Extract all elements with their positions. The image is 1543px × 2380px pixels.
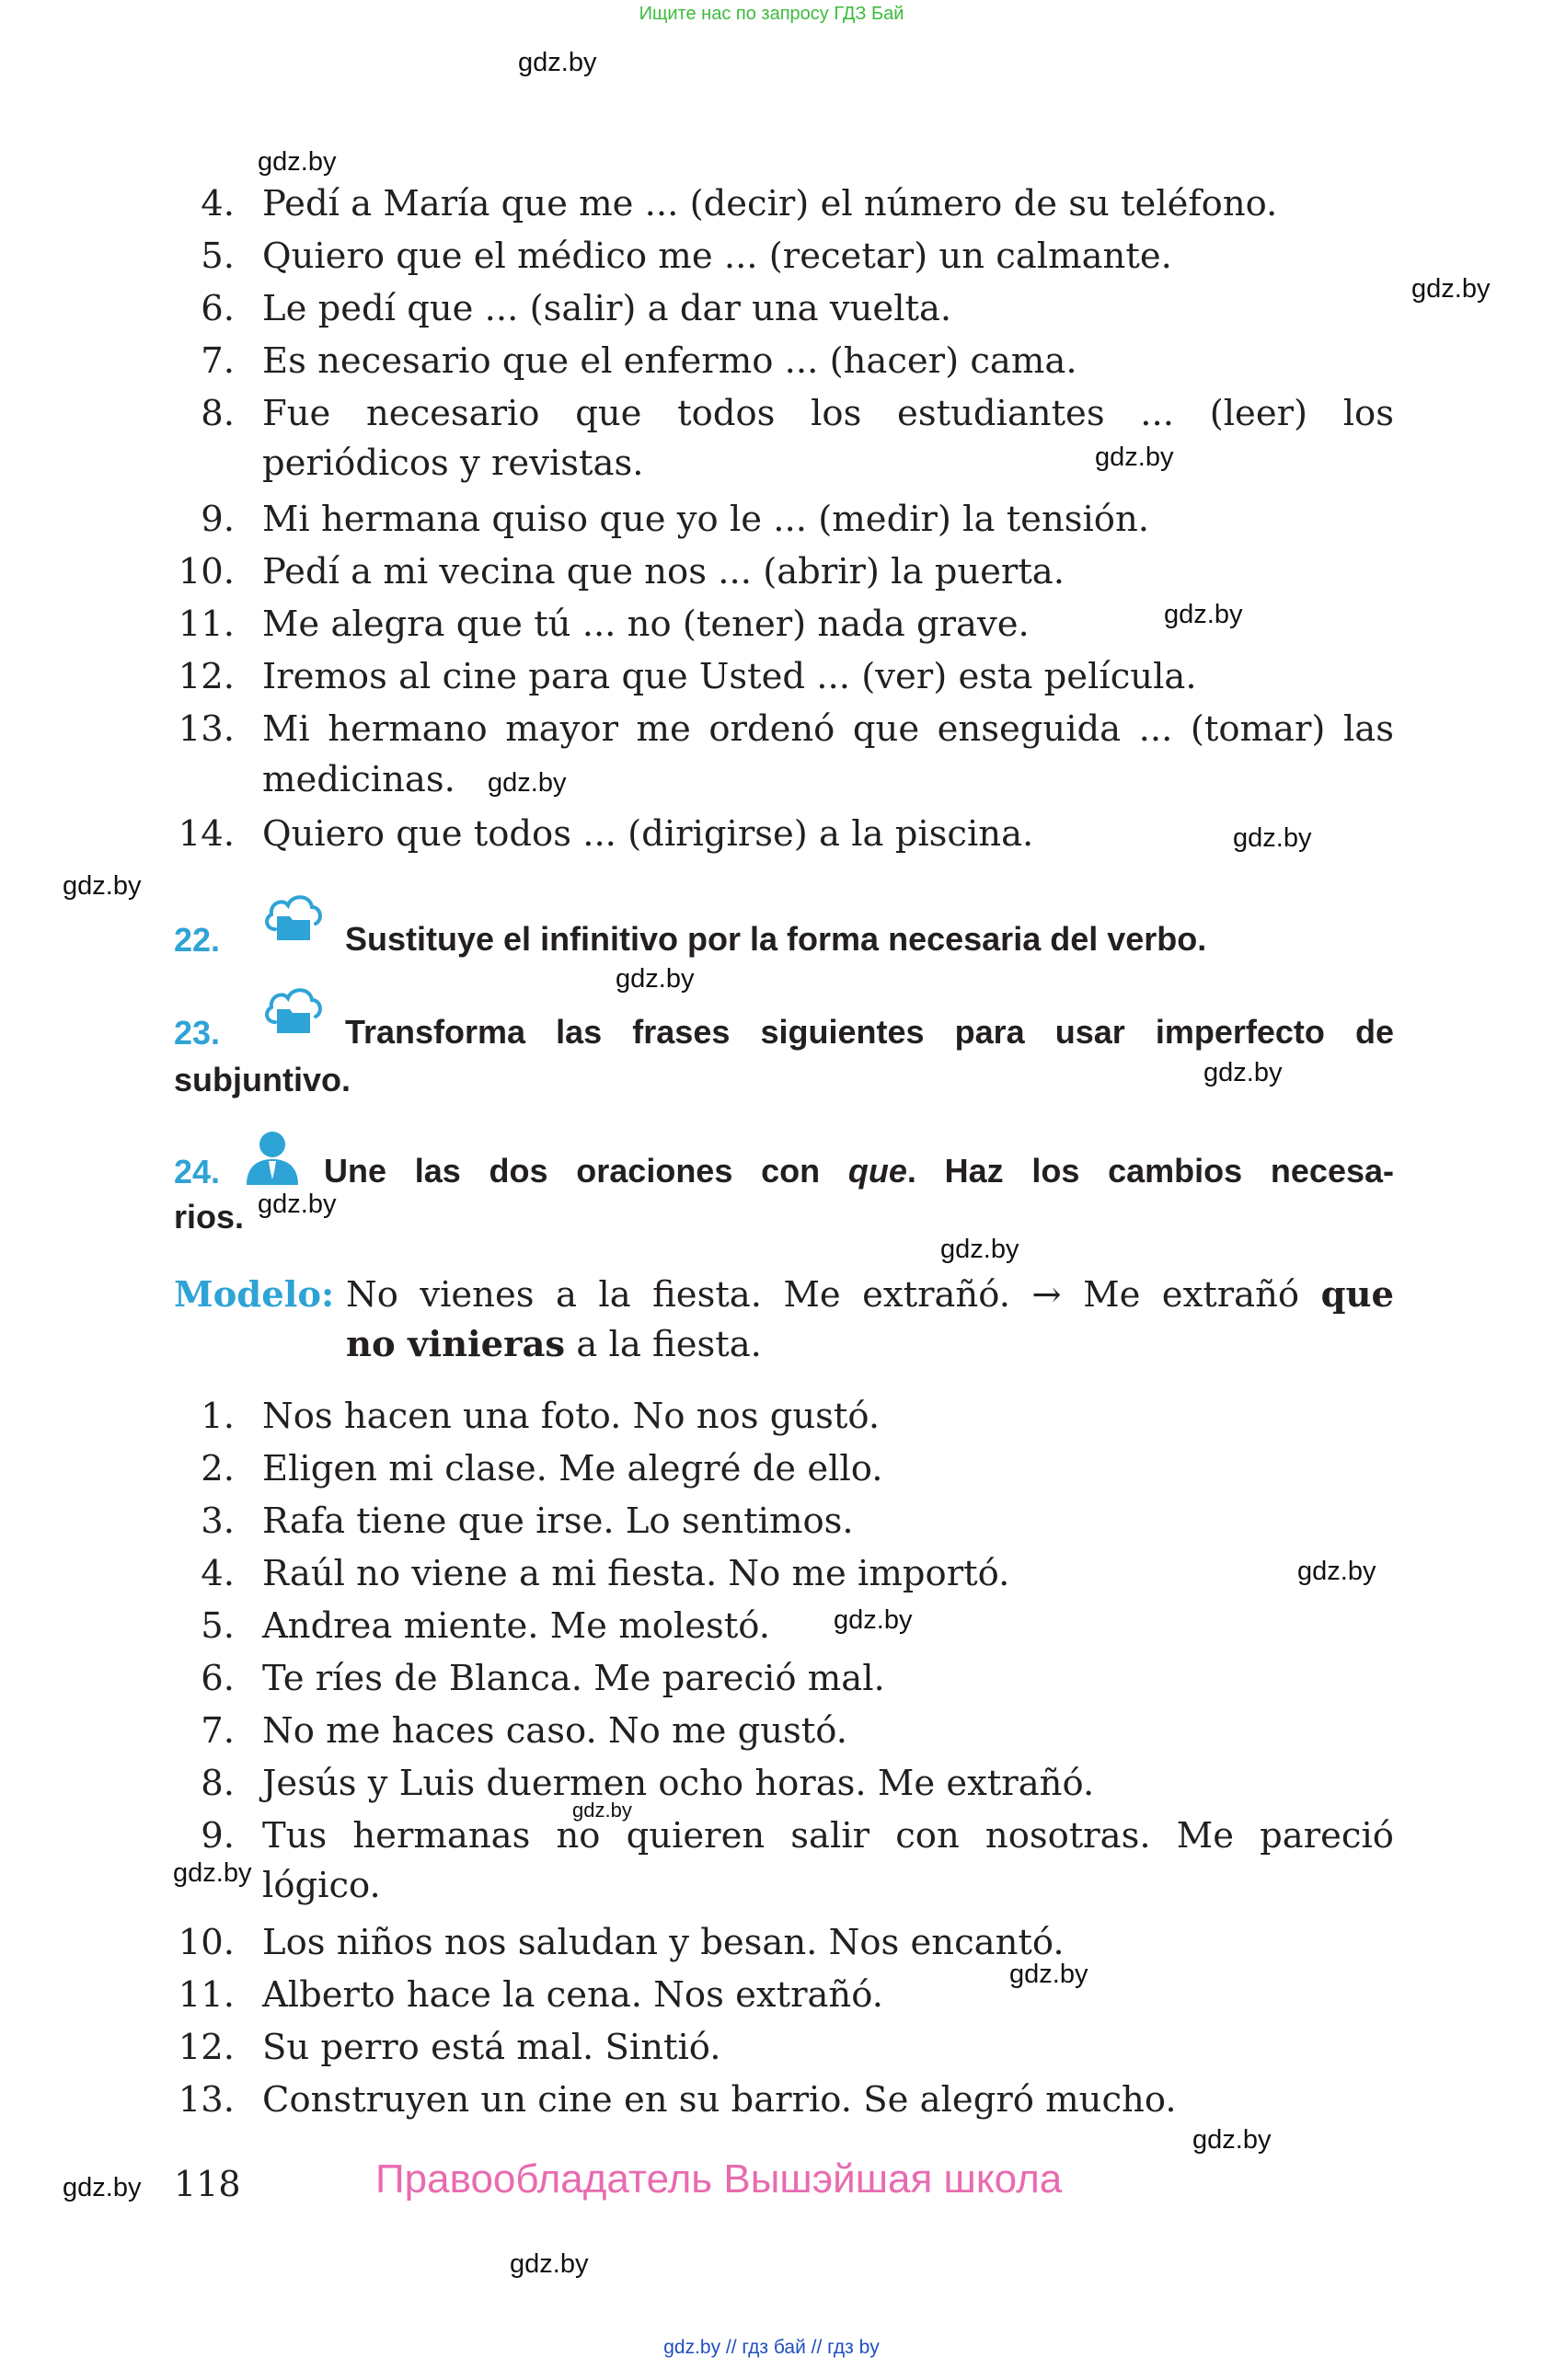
list-item-number: 12. [178,2027,235,2068]
task-number: 22. [174,921,221,959]
watermark: gdz.by [1297,1557,1376,1586]
person-icon [239,1128,305,1187]
list-item-number: 2. [201,1448,235,1489]
watermark: gdz.by [1411,274,1491,304]
list-item-number: 9. [201,1815,235,1857]
watermark: gdz.by [616,964,695,994]
task-number: 24. [174,1153,221,1190]
list-item-number: 10. [178,551,235,592]
task-instruction-part: . Haz los cambios necesa- [906,1152,1395,1190]
list-item-text: Eligen mi clase. Me alegré de ello. [262,1448,883,1489]
list-item-text: Es necesario que el enfermo ... (hacer) cama. [262,340,1077,382]
list-item-text: Los niños nos saludan y besan. Nos encantó. [262,1922,1065,1963]
list-item-number: 6. [201,1658,235,1699]
watermark: gdz.by [518,48,597,77]
list-item-number: 11. [178,604,235,645]
watermark: gdz.by [63,2173,142,2202]
list-item-number: 4. [201,183,235,224]
list-item-number: 9. [201,499,235,540]
list-item-number: 8. [201,1763,235,1804]
list-item-number: 5. [201,1605,235,1647]
task-instruction-continued: rios. [174,1198,245,1236]
watermark: gdz.by [173,1858,252,1888]
list-item-number: 3. [201,1500,235,1542]
list-item-text: Nos hacen una foto. No nos gustó. [262,1396,881,1437]
watermark: gdz.by [1233,823,1312,853]
watermark: gdz.by [63,871,142,901]
watermark: gdz.by [1164,600,1243,629]
modelo-example-bold: no vinieras [346,1324,566,1365]
watermark: gdz.by [834,1605,913,1635]
cloud-folder-icon [262,982,325,1041]
task-instruction-emphasis: que [847,1152,907,1190]
list-item-number: 4. [201,1553,235,1594]
list-item-number: 8. [201,393,235,434]
footer-links: gdz.by // гдз бай // гдз by [663,2337,880,2358]
list-item-number: 5. [201,236,235,277]
list-item-text: Raúl no viene a mi fiesta. No me importó. [262,1553,1010,1594]
modelo-example-part: a la fiesta. [576,1324,762,1365]
list-item-number: 11. [178,1974,235,2016]
list-item-text: Quiero que todos ... (dirigirse) a la piscina. [262,813,1034,855]
list-item-number: 14. [178,813,235,855]
list-item-text: Te ríes de Blanca. Me pareció mal. [262,1658,885,1699]
list-item-text-continued: lógico. [262,1865,381,1906]
list-item-number: 12. [178,656,235,697]
task-instruction: Transforma las frases siguientes para usar imperfecto de [345,1013,1394,1051]
list-item-text: Jesús y Luis duermen ocho horas. Me extrañó. [262,1763,1095,1804]
watermark: gdz.by [1095,443,1174,472]
top-banner: Ищите нас по запросу ГДЗ Бай [639,4,904,24]
list-item-text: Alberto hace la cena. Nos extrañó. [262,1974,883,2016]
task-number: 23. [174,1014,221,1052]
list-item-number: 10. [178,1922,235,1963]
cloud-folder-icon [262,889,325,948]
list-item-number: 13. [178,708,235,750]
list-item-number: 7. [201,1710,235,1752]
list-item-text-continued: periódicos y revistas. [262,443,644,484]
watermark: gdz.by [572,1799,632,1822]
list-item-number: 13. [178,2079,235,2121]
list-item-number: 6. [201,288,235,329]
list-item-text: Pedí a mi vecina que nos ... (abrir) la puerta. [262,551,1065,592]
list-item-text: Quiero que el médico me ... (recetar) un calmante. [262,236,1172,277]
list-item-number: 7. [201,340,235,382]
list-item-text: Su perro está mal. Sintió. [262,2027,721,2068]
watermark: gdz.by [1009,1960,1088,1989]
watermark: gdz.by [258,147,337,177]
task-instruction-part: Une las dos oraciones con [324,1152,848,1190]
task-instruction-continued: subjuntivo. [174,1061,351,1098]
watermark: gdz.by [1203,1058,1283,1087]
watermark: gdz.by [1192,2125,1272,2155]
modelo-example-bold: que [1320,1274,1394,1316]
modelo-label: Modelo: [174,1274,335,1316]
list-item-text: Me alegra que tú ... no (tener) nada grave. [262,604,1030,645]
watermark: gdz.by [940,1235,1019,1264]
list-item-text: Iremos al cine para que Usted ... (ver) esta película. [262,656,1197,697]
task-instruction: Sustituye el infinitivo por la forma necesaria del verbo. [345,920,1207,958]
list-item-text: Tus hermanas no quieren salir con nosotras. Me pareció [262,1815,1394,1857]
list-item-text: Le pedí que ... (salir) a dar una vuelta. [262,288,952,329]
watermark: gdz.by [488,768,567,798]
modelo-example [346,1275,1394,1316]
list-item-text: Rafa tiene que irse. Lo sentimos. [262,1500,854,1542]
list-item-text: Andrea miente. Me molestó. [262,1605,770,1647]
list-item-text: No me haces caso. No me gustó. [262,1710,848,1752]
list-item-text: Pedí a María que me ... (decir) el número de su teléfono. [262,183,1278,224]
list-item-text: Fue necesario que todos los estudiantes ... (leer) los [262,393,1394,434]
page-number: 118 [174,2164,241,2204]
list-item-number: 1. [201,1396,235,1437]
list-item-text: Mi hermano mayor me ordenó que enseguida ... (tomar) las [262,708,1394,750]
watermark: gdz.by [510,2249,589,2279]
list-item-text: Construyen un cine en su barrio. Se alegró mucho. [262,2079,1177,2121]
list-item-text: Mi hermana quiso que yo le ... (medir) la tensión. [262,499,1150,540]
modelo-example-continued [346,1325,762,1365]
rights-holder-notice: Правообладатель Вышэйшая школа [375,2156,1063,2202]
list-item-text-continued: medicinas. [262,759,455,800]
modelo-example-part: No vienes a la fiesta. Me extrañó. → Me extrañó [346,1274,1300,1316]
watermark: gdz.by [258,1190,337,1219]
task-instruction [324,1148,1394,1194]
